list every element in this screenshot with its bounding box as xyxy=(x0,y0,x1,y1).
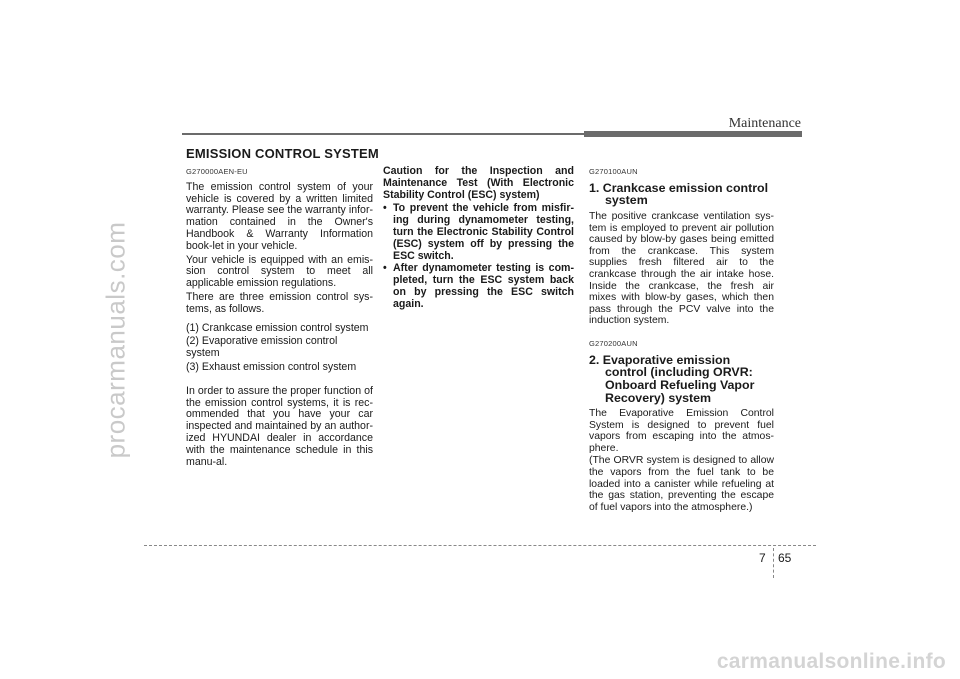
chapter-number: 7 xyxy=(759,551,766,565)
equipment-paragraph: Your vehicle is equipped with an emis-sion control system to meet all applicable emission regulations. xyxy=(186,253,373,290)
bullet-text: To prevent the vehicle from misfir-ing during dynamometer testing, turn the Electronic Stability Control (ESC) system off by pressing the ESC switch. xyxy=(393,202,574,262)
bullet-text: After dynamometer testing is com-pleted, turn the ESC system back on by pressing the ESC switch again. xyxy=(393,262,574,310)
subsection-title: 1. Crankcase emission control system xyxy=(589,180,769,208)
chapter-title: Maintenance xyxy=(728,116,801,131)
footer-rule xyxy=(144,545,816,546)
side-watermark: procarmanuals.com xyxy=(100,221,131,459)
bullet-icon: • xyxy=(383,262,387,275)
section-code: G270200AUN xyxy=(589,338,638,348)
list-item xyxy=(383,263,574,310)
systems-intro-paragraph: There are three emission control sys-tems, as follows. xyxy=(186,290,373,315)
column-1 xyxy=(186,166,373,470)
maintenance-paragraph: In order to assure the proper function of the emission control systems, it is rec-ommended that you have your car inspected and maintained by an author-ized HYUNDAI dealer in accordance with the maintenance schedule in this manu-al. xyxy=(186,384,373,468)
caution-list xyxy=(383,203,574,310)
warranty-paragraph: The emission control system of your vehicle is covered by a written limited warranty. Please see the warranty infor-mation contained in the Owner's Handbook & Warranty Information book-let in your vehicle. xyxy=(186,180,373,252)
bottom-watermark: carmanualsonline.info xyxy=(716,650,946,673)
bullet-icon: • xyxy=(383,202,387,215)
column-3 xyxy=(589,166,774,514)
section-title: EMISSION CONTROL SYSTEM xyxy=(186,146,379,161)
page-number: 65 xyxy=(778,551,792,565)
list-item: (3) Exhaust emission control system xyxy=(186,360,357,373)
header-tab xyxy=(584,131,802,137)
evaporative-paragraph: The Evaporative Emission Control System is designed to prevent fuel vapors from escaping into the atmos-phere. xyxy=(589,408,774,454)
orvr-paragraph: (The ORVR system is designed to allow the vapors from the fuel tank to be loaded into a canister while refueling at the gas station, preventing the escape of fuel vapors into the atmosphere.) xyxy=(589,455,774,513)
page-divider xyxy=(773,548,774,578)
list-item xyxy=(383,203,574,262)
caution-title: Caution for the Inspection and Maintenance Test (With Electronic Stability Control (ESC) system) xyxy=(383,165,574,201)
crankcase-paragraph: The positive crankcase ventilation sys-tem is employed to prevent air pollution caused by blow-by gases being emitted from the crankcase. This system supplies fresh filtered air to the crankcase through the air intake hose. Inside the crankcase, the fresh air mixes with blow-by gases, which then pass through the PCV valve into the induction system. xyxy=(589,210,774,327)
list-item: (1) Crankcase emission control system xyxy=(186,321,369,334)
list-item: (2) Evaporative emission control system xyxy=(186,335,338,360)
subsection-title: 2. Evaporative emission control (including ORVR: Onboard Refueling Vapor Recovery) system xyxy=(589,352,755,405)
column-2 xyxy=(383,166,574,312)
section-code: G270100AUN xyxy=(589,167,638,176)
section-code: G270000AEN-EU xyxy=(186,167,248,176)
header-rule xyxy=(182,133,584,135)
